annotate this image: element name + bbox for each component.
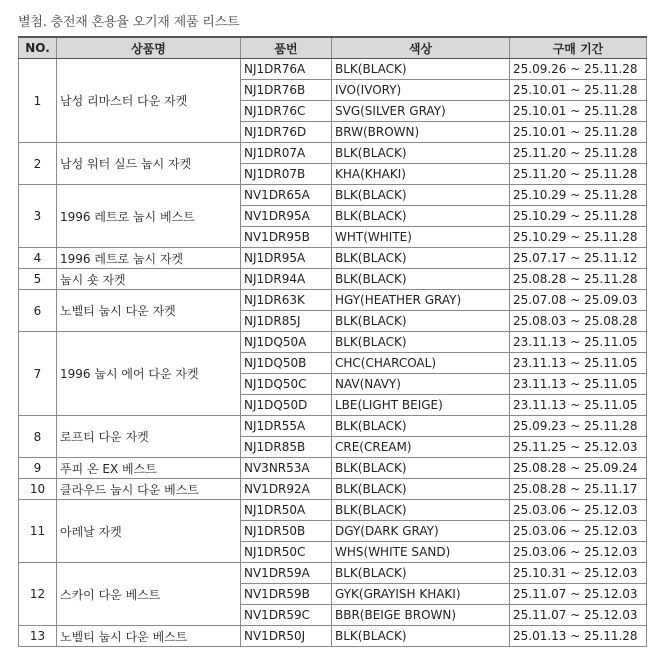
product-color: CRE(CREAM) [332, 437, 510, 458]
header-product-name: 상품명 [57, 37, 241, 59]
product-code: NJ1DR76A [241, 59, 332, 80]
product-color: BLK(BLACK) [332, 185, 510, 206]
table-row [19, 626, 647, 647]
document-caption: 별첨. 충전재 혼용율 오기재 제품 리스트 [18, 15, 240, 30]
product-name: 푸피 온 EX 베스트 [57, 458, 241, 479]
product-name: 스카이 다운 베스트 [57, 563, 241, 626]
product-color: BLK(BLACK) [332, 248, 510, 269]
product-name: 로프티 다운 자켓 [57, 416, 241, 458]
product-color: NAV(NAVY) [332, 374, 510, 395]
product-code: NV1DR59C [241, 605, 332, 626]
product-color: BLK(BLACK) [332, 458, 510, 479]
purchase-period: 25.09.23 ~ 25.11.28 [510, 416, 647, 437]
table-row [19, 143, 647, 164]
product-color: BLK(BLACK) [332, 311, 510, 332]
product-color: BLK(BLACK) [332, 269, 510, 290]
row-number: 13 [19, 626, 57, 647]
table-header-row [19, 37, 647, 59]
product-code: NJ1DQ50B [241, 353, 332, 374]
product-color: CHC(CHARCOAL) [332, 353, 510, 374]
purchase-period: 23.11.13 ~ 25.11.05 [510, 332, 647, 353]
product-code: NJ1DR50C [241, 542, 332, 563]
row-number: 3 [19, 185, 57, 248]
product-name: 남성 워터 실드 눕시 자켓 [57, 143, 241, 185]
row-number: 1 [19, 59, 57, 143]
product-code: NJ1DR63K [241, 290, 332, 311]
purchase-period: 23.11.13 ~ 25.11.05 [510, 374, 647, 395]
table-row [19, 269, 647, 290]
product-color: DGY(DARK GRAY) [332, 521, 510, 542]
row-number: 6 [19, 290, 57, 332]
purchase-period: 25.09.26 ~ 25.11.28 [510, 59, 647, 80]
row-number: 8 [19, 416, 57, 458]
table-row [19, 248, 647, 269]
product-color: BLK(BLACK) [332, 59, 510, 80]
purchase-period: 25.08.28 ~ 25.11.17 [510, 479, 647, 500]
table-row [19, 563, 647, 584]
product-code: NJ1DQ50D [241, 395, 332, 416]
product-code: NV1DR65A [241, 185, 332, 206]
table-row [19, 416, 647, 437]
product-name: 노벨티 눕시 다운 베스트 [57, 626, 241, 647]
table-row [19, 332, 647, 353]
product-color: BLK(BLACK) [332, 416, 510, 437]
product-name: 노벨티 눕시 다운 자켓 [57, 290, 241, 332]
product-name: 1996 눕시 에어 다운 자켓 [57, 332, 241, 416]
row-number: 7 [19, 332, 57, 416]
product-name: 클라우드 눕시 다운 베스트 [57, 479, 241, 500]
purchase-period: 25.10.01 ~ 25.11.28 [510, 122, 647, 143]
product-color: BRW(BROWN) [332, 122, 510, 143]
product-code: NJ1DR76D [241, 122, 332, 143]
product-code: NV1DR95B [241, 227, 332, 248]
product-code: NV1DR50J [241, 626, 332, 647]
product-code: NJ1DR95A [241, 248, 332, 269]
product-code: NJ1DR07B [241, 164, 332, 185]
product-color: HGY(HEATHER GRAY) [332, 290, 510, 311]
product-color: GYK(GRAYISH KHAKI) [332, 584, 510, 605]
purchase-period: 25.10.29 ~ 25.11.28 [510, 185, 647, 206]
table-row [19, 185, 647, 206]
product-code: NV1DR95A [241, 206, 332, 227]
table-row [19, 458, 647, 479]
product-color: BLK(BLACK) [332, 479, 510, 500]
purchase-period: 25.11.07 ~ 25.12.03 [510, 584, 647, 605]
product-code: NJ1DR07A [241, 143, 332, 164]
product-color: WHS(WHITE SAND) [332, 542, 510, 563]
purchase-period: 25.11.25 ~ 25.12.03 [510, 437, 647, 458]
product-color: BLK(BLACK) [332, 563, 510, 584]
recall-product-table [18, 36, 647, 647]
product-code: NJ1DR50A [241, 500, 332, 521]
purchase-period: 25.08.28 ~ 25.11.28 [510, 269, 647, 290]
header-purchase-period: 구매 기간 [510, 37, 647, 59]
product-color: BBR(BEIGE BROWN) [332, 605, 510, 626]
purchase-period: 25.10.29 ~ 25.11.28 [510, 206, 647, 227]
product-code: NJ1DR55A [241, 416, 332, 437]
product-code: NJ1DR76B [241, 80, 332, 101]
row-number: 9 [19, 458, 57, 479]
row-number: 5 [19, 269, 57, 290]
product-code: NJ1DR50B [241, 521, 332, 542]
purchase-period: 25.01.13 ~ 25.11.28 [510, 626, 647, 647]
purchase-period: 25.10.01 ~ 25.11.28 [510, 80, 647, 101]
row-number: 2 [19, 143, 57, 185]
product-name: 아레날 자켓 [57, 500, 241, 563]
product-code: NJ1DQ50A [241, 332, 332, 353]
product-color: LBE(LIGHT BEIGE) [332, 395, 510, 416]
product-color: IVO(IVORY) [332, 80, 510, 101]
row-number: 12 [19, 563, 57, 626]
product-code: NV1DR59A [241, 563, 332, 584]
product-code: NJ1DQ50C [241, 374, 332, 395]
product-color: BLK(BLACK) [332, 500, 510, 521]
product-color: SVG(SILVER GRAY) [332, 101, 510, 122]
table-row [19, 290, 647, 311]
purchase-period: 25.03.06 ~ 25.12.03 [510, 500, 647, 521]
purchase-period: 25.07.17 ~ 25.11.12 [510, 248, 647, 269]
table-row [19, 59, 647, 80]
product-code: NJ1DR85B [241, 437, 332, 458]
product-color: KHA(KHAKI) [332, 164, 510, 185]
product-name: 남성 리마스터 다운 자켓 [57, 59, 241, 143]
table-body [19, 59, 647, 647]
row-number: 11 [19, 500, 57, 563]
product-code: NJ1DR94A [241, 269, 332, 290]
product-code: NV3NR53A [241, 458, 332, 479]
product-code: NJ1DR85J [241, 311, 332, 332]
purchase-period: 25.08.28 ~ 25.09.24 [510, 458, 647, 479]
product-color: BLK(BLACK) [332, 626, 510, 647]
row-number: 10 [19, 479, 57, 500]
product-code: NJ1DR76C [241, 101, 332, 122]
product-name: 눕시 숏 자켓 [57, 269, 241, 290]
header-color: 색상 [332, 37, 510, 59]
purchase-period: 25.03.06 ~ 25.12.03 [510, 542, 647, 563]
purchase-period: 25.03.06 ~ 25.12.03 [510, 521, 647, 542]
purchase-period: 25.08.03 ~ 25.08.28 [510, 311, 647, 332]
product-color: WHT(WHITE) [332, 227, 510, 248]
row-number: 4 [19, 248, 57, 269]
product-code: NV1DR59B [241, 584, 332, 605]
purchase-period: 25.11.20 ~ 25.11.28 [510, 143, 647, 164]
purchase-period: 25.10.01 ~ 25.11.28 [510, 101, 647, 122]
product-color: BLK(BLACK) [332, 143, 510, 164]
product-code: NV1DR92A [241, 479, 332, 500]
header-no: NO. [19, 37, 57, 59]
table-row [19, 479, 647, 500]
purchase-period: 25.10.31 ~ 25.12.03 [510, 563, 647, 584]
product-name: 1996 레트로 눕시 자켓 [57, 248, 241, 269]
purchase-period: 25.11.07 ~ 25.12.03 [510, 605, 647, 626]
purchase-period: 23.11.13 ~ 25.11.05 [510, 353, 647, 374]
purchase-period: 25.07.08 ~ 25.09.03 [510, 290, 647, 311]
product-color: BLK(BLACK) [332, 332, 510, 353]
product-color: BLK(BLACK) [332, 206, 510, 227]
purchase-period: 23.11.13 ~ 25.11.05 [510, 395, 647, 416]
header-product-code: 품번 [241, 37, 332, 59]
purchase-period: 25.11.20 ~ 25.11.28 [510, 164, 647, 185]
purchase-period: 25.10.29 ~ 25.11.28 [510, 227, 647, 248]
table-row [19, 500, 647, 521]
product-name: 1996 레트로 눕시 베스트 [57, 185, 241, 248]
